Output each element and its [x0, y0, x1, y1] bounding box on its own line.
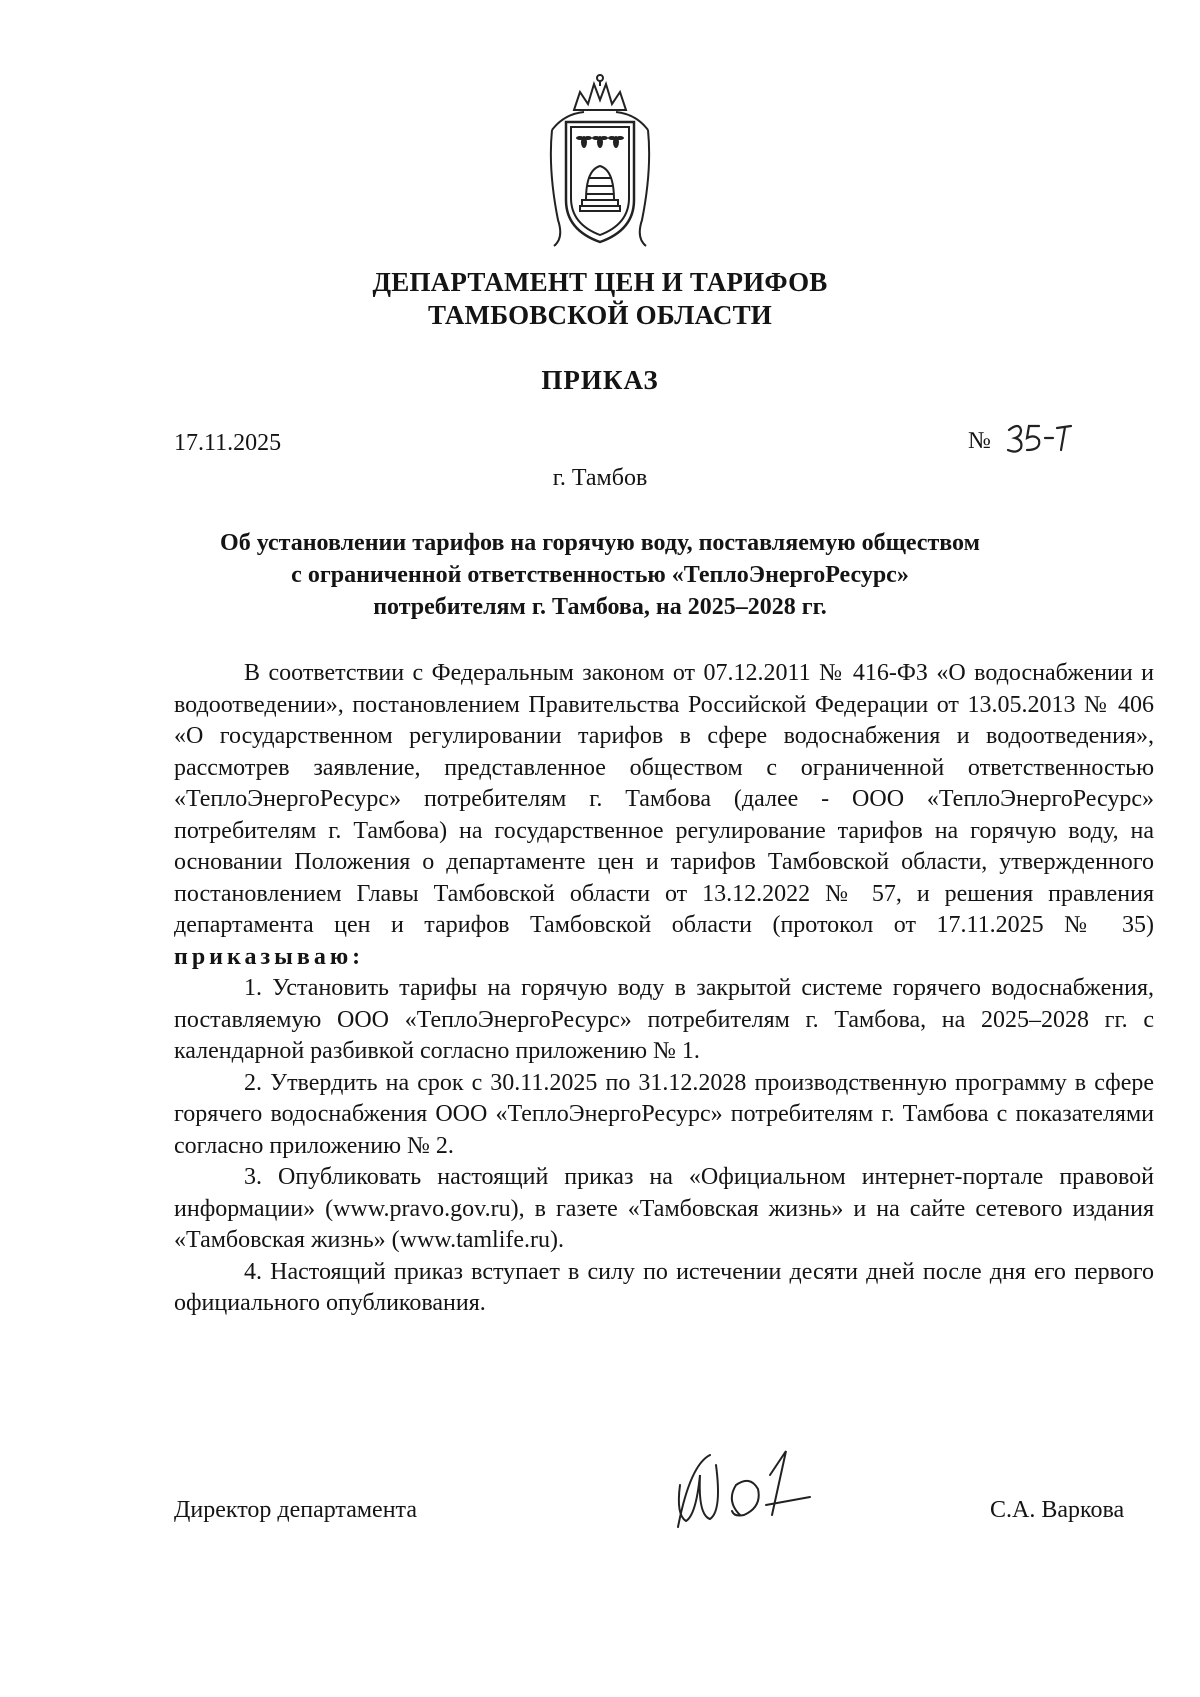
- department-name: [0, 266, 1200, 332]
- signatory-name: С.А. Варкова: [990, 1497, 1125, 1523]
- order-item-4: 4. Настоящий приказ вступает в силу по истечении десяти дней после дня его первого официального опубликования.: [174, 1258, 1154, 1316]
- order-subject: [0, 527, 1200, 623]
- order-item-1: 1. Установить тарифы на горячую воду в закрытой системе горячего водоснабжения, поставляемую ООО «ТеплоЭнергоРесурс» потребителям г. Тамбова, на 2025–2028 гг. с календарной разбивкой согласно приложению № 1.: [174, 975, 1154, 1064]
- handwritten-order-number: [1005, 418, 1075, 458]
- order-number-sign: №: [968, 428, 991, 454]
- city: г. Тамбов: [552, 465, 648, 491]
- preamble-text: В соответствии с Федеральным законом от 07.12.2011 № 416-ФЗ «О водоснабжении и водоотведении», постановлением Правительства Российской Федерации от 13.05.2013 № 406 «О государственном регулировании тарифов в сфере водоснабжения и водоотведения», рассмотрев заявление, представленное обществом с ограниченной ответственностью «ТеплоЭнергоРесурс» потребителям г. Тамбова (далее - ООО «ТеплоЭнергоРесурс» потребителям г. Тамбова) на государственное регулирование тарифов на горячую воду, на основании Положения о департаменте цен и тарифов Тамбовской области, утвержденного постановлением Главы Тамбовской области от 13.12.2022 № 57, и решения правления департамента цен и тарифов Тамбовской области (протокол от 17.11.2025 № 35): [174, 660, 1154, 938]
- subject-line2: с ограниченной ответственностью «ТеплоЭнергоРесурс»: [291, 562, 909, 588]
- signatory-position: Директор департамента: [174, 1497, 417, 1523]
- order-date: 17.11.2025: [174, 430, 282, 456]
- coat-of-arms-icon: [544, 70, 656, 250]
- department-line1: ДЕПАРТАМЕНТ ЦЕН И ТАРИФОВ: [372, 267, 828, 297]
- subject-line3: потребителям г. Тамбова, на 2025–2028 гг.: [373, 594, 827, 620]
- order-item-2: 2. Утвердить на срок с 30.11.2025 по 31.12.2028 производственную программу в сфере горячего водоснабжения ООО «ТеплоЭнергоРесурс» потребителям г. Тамбова с показателями согласно приложению № 2.: [174, 1069, 1154, 1159]
- subject-line1: Об установлении тарифов на горячую воду, поставляемую обществом: [220, 530, 980, 556]
- preamble-paragraph: [174, 658, 1154, 973]
- order-word: приказываю:: [174, 943, 365, 970]
- department-line2: ТАМБОВСКОЙ ОБЛАСТИ: [427, 300, 773, 330]
- handwritten-signature: [670, 1445, 820, 1535]
- order-item-3: 3. Опубликовать настоящий приказ на «Официальном интернет-портале правовой информации» (www.pravo.gov.ru), в газете «Тамбовская жизнь» и на сайте сетевого издания «Тамбовская жизнь» (www.tamlife.ru).: [174, 1164, 1154, 1253]
- order-body: [174, 658, 1154, 1320]
- document-type: ПРИКАЗ: [541, 365, 659, 395]
